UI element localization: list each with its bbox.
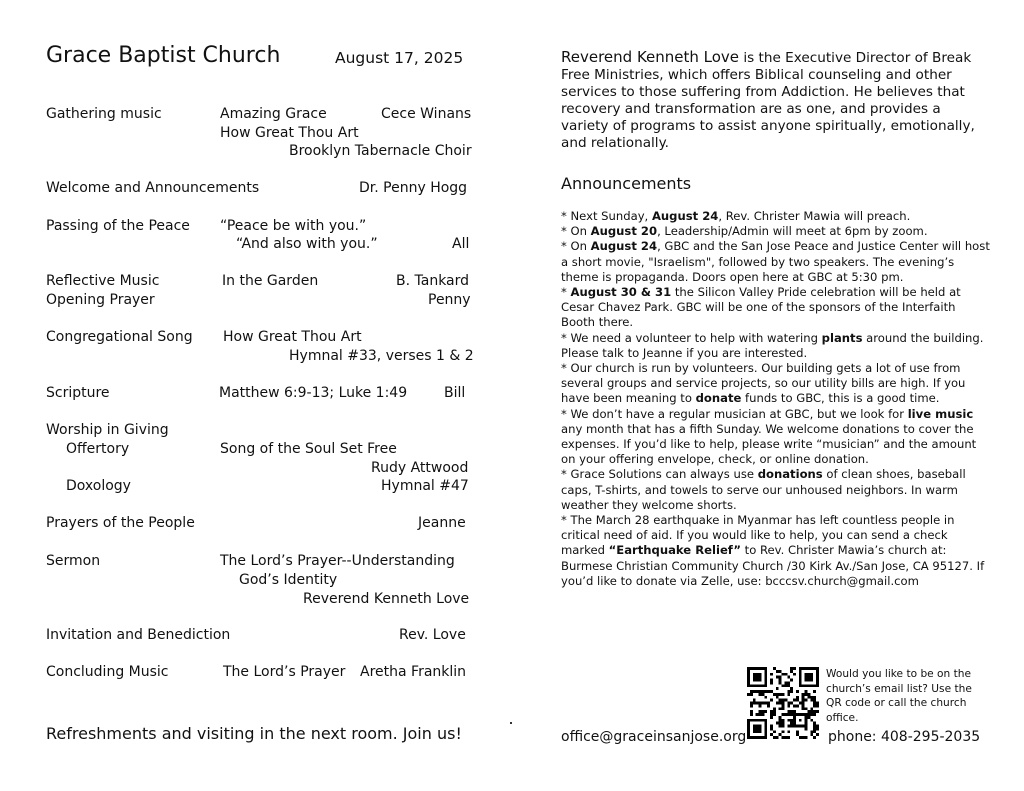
concluding-label: Concluding Music <box>46 664 169 680</box>
announcement-item: * Grace Solutions can always use donations of clean shoes, baseball caps, T-shirts, and towels to serve our unhoused neighbors. In warm weather they welcome shorts. <box>561 467 966 512</box>
scripture-reader: Bill <box>444 385 466 401</box>
peace-line-1: “Peace be with you.” <box>220 218 367 234</box>
welcome-label: Welcome and Announcements <box>46 180 260 196</box>
prayers-label: Prayers of the People <box>46 515 195 531</box>
announcement-item: * August 30 & 31 the Silicon Valley Pride celebration will be held at Cesar Chavez Park. GBC will be one of the sponsors of the Interfaith Booth there. <box>561 285 961 330</box>
office-email[interactable]: office@graceinsanjose.org <box>561 729 747 745</box>
qr-code-icon[interactable] <box>747 667 819 739</box>
gathering-artist-1: Cece Winans <box>381 106 472 122</box>
bio-text: is the Executive Director of Break Free Ministries, which offers Biblical counseling and other services to those suffering from Addiction. He believes that recovery and transformation are as one, and provides a variety of programs to assist anyone spiritually, emotionally, and relationally. <box>561 50 975 151</box>
preacher-bio <box>561 49 991 152</box>
announcement-item: * We need a volunteer to help with watering plants around the building. Please talk to Jeanne if you are interested. <box>561 330 984 360</box>
worship-label: Worship in Giving <box>46 422 169 438</box>
offertory-song: Song of the Soul Set Free <box>220 441 397 457</box>
opening-prayer-leader: Penny <box>428 292 471 308</box>
qr-note: Would you like to be on the church’s email list? Use the QR code or call the church office. <box>826 668 972 724</box>
offertory-label: Offertory <box>66 441 130 457</box>
closing-note: Refreshments and visiting in the next room. Join us! <box>46 724 462 743</box>
announcement-item: * We don’t have a regular musician at GBC, but we look for live music any month that has a fifth Sunday. We welcome donations to cover the expenses. If you’d like to help, please write “musician” and the amount on your offering envelope, check, or online donation. <box>561 406 977 467</box>
welcome-leader: Dr. Penny Hogg <box>359 180 468 196</box>
announcement-item: * Next Sunday, August 24, Rev. Christer Mawia will preach. <box>561 209 911 223</box>
concluding-artist: Aretha Franklin <box>360 664 467 680</box>
invitation-label: Invitation and Benediction <box>46 627 231 643</box>
sermon-title-1: The Lord’s Prayer--Understanding <box>220 553 455 569</box>
congregational-song: How Great Thou Art <box>223 329 362 345</box>
sermon-title-2: God’s Identity <box>239 572 338 588</box>
gathering-artist-2: Brooklyn Tabernacle Choir <box>289 143 472 159</box>
offertory-artist: Rudy Attwood <box>371 460 469 476</box>
scripture-label: Scripture <box>46 385 110 401</box>
sermon-preacher: Reverend Kenneth Love <box>303 591 470 607</box>
peace-line-2: “And also with you.” <box>236 236 378 252</box>
announcement-item: * On August 24, GBC and the San Jose Peace and Justice Center will host a short movie, "Israelism", followed by two speakers. The evening’s theme is propaganda. Doors open here at GBC at 5:30 pm. <box>561 239 990 284</box>
congregational-hymnal: Hymnal #33, verses 1 & 2 <box>289 348 474 364</box>
doxology-hymnal: Hymnal #47 <box>381 478 469 494</box>
announcement-item: * Our church is run by volunteers. Our building gets a lot of use from several groups and service projects, so our utility bills are high. If you have been meaning to donate funds to GBC, this is a good time. <box>561 361 966 406</box>
opening-prayer-label: Opening Prayer <box>46 292 155 308</box>
stray-dot <box>510 722 512 724</box>
gathering-song-2: How Great Thou Art <box>220 125 359 141</box>
scripture-reference: Matthew 6:9-13; Luke 1:49 <box>219 385 408 401</box>
service-date: August 17, 2025 <box>335 49 464 67</box>
gathering-song-1: Amazing Grace <box>220 106 327 122</box>
announcements-list <box>561 209 991 589</box>
congregational-label: Congregational Song <box>46 329 193 345</box>
gathering-label: Gathering music <box>46 106 162 122</box>
reflective-label: Reflective Music <box>46 273 160 289</box>
invitation-leader: Rev. Love <box>399 627 466 643</box>
peace-label: Passing of the Peace <box>46 218 190 234</box>
announcement-item: * On August 20, Leadership/Admin will meet at 6pm by zoom. <box>561 224 928 239</box>
reflective-artist: B. Tankard <box>396 273 470 289</box>
announcement-item: * The March 28 earthquake in Myanmar has left countless people in critical need of aid. If you would like to help, you can send a check marked “Earthquake Relief” to Rev. Christer Mawia’s church at: Burmese Christian Community Church /30 Kirk Av./San Jose, CA 95127. If you’d like to donate via Zelle, use: bcccsv.church@gmail.com <box>561 513 985 588</box>
doxology-label: Doxology <box>66 478 131 494</box>
concluding-song: The Lord’s Prayer <box>223 664 346 680</box>
church-name: Grace Baptist Church <box>46 43 281 68</box>
prayers-leader: Jeanne <box>418 515 466 531</box>
sermon-label: Sermon <box>46 553 101 569</box>
reflective-song: In the Garden <box>222 273 319 289</box>
office-phone: phone: 408-295-2035 <box>828 729 981 745</box>
peace-response: All <box>452 236 470 252</box>
announcements-heading: Announcements <box>561 174 692 193</box>
bio-name: Reverend Kenneth Love <box>561 48 740 66</box>
